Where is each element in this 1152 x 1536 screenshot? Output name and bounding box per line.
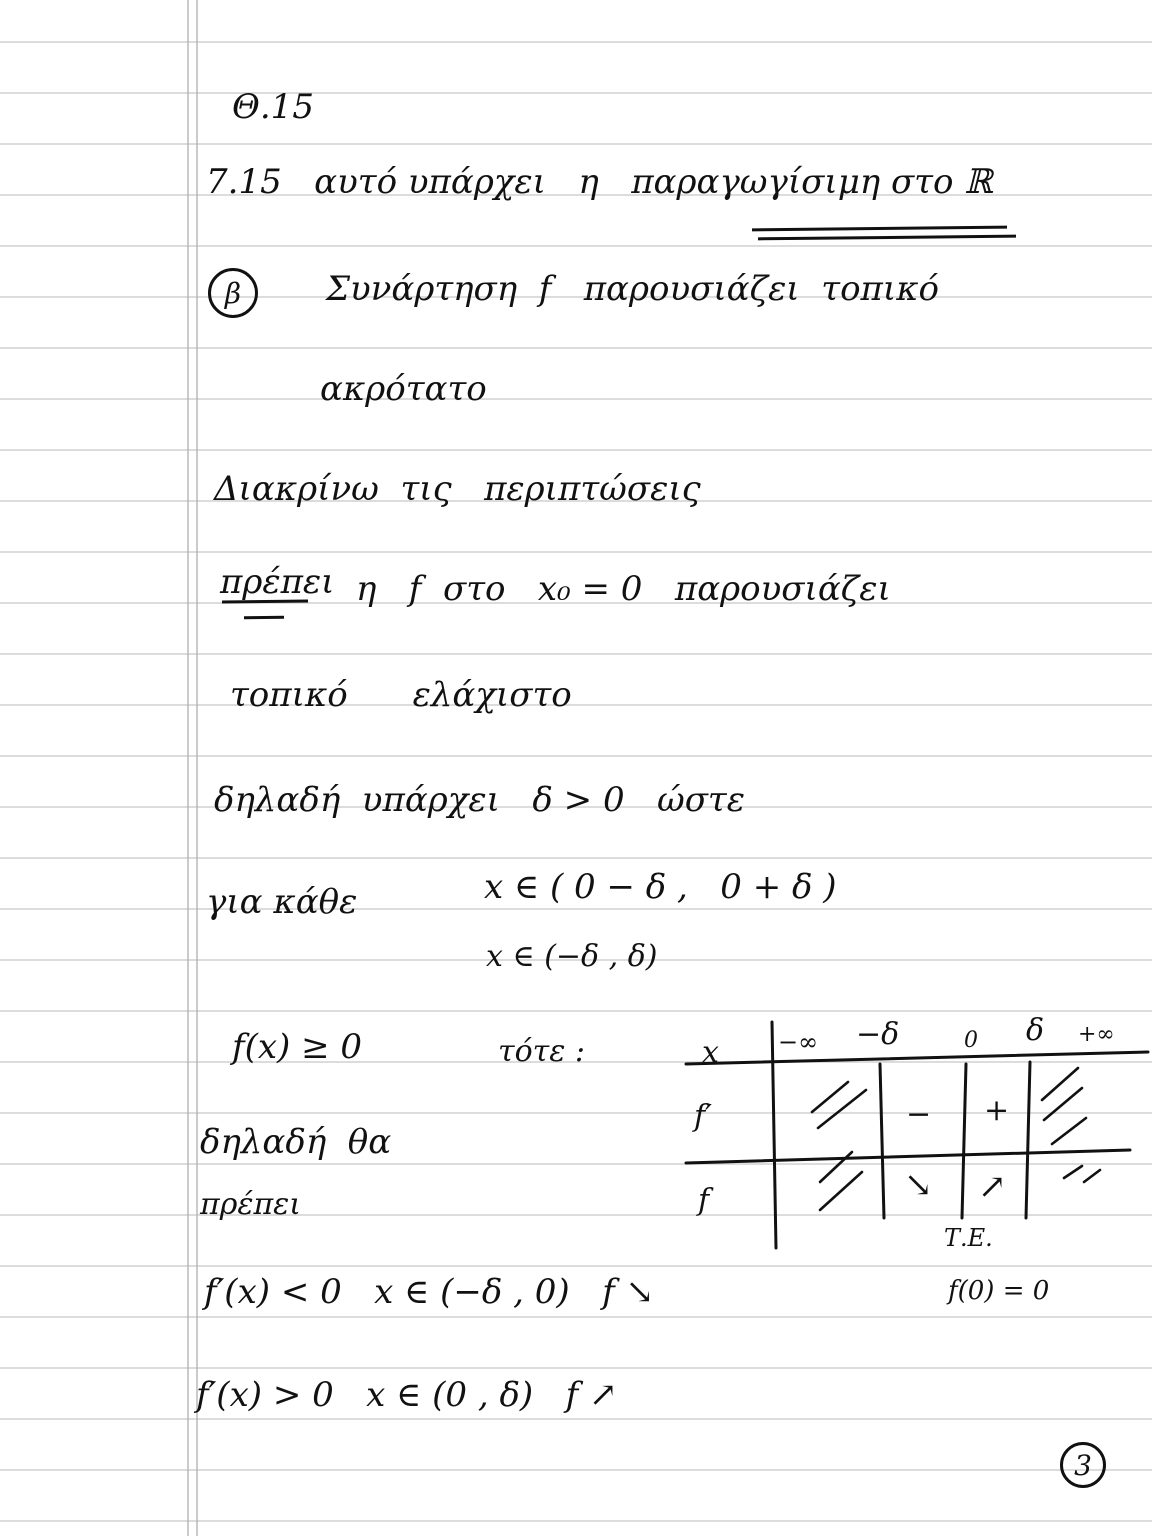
table-column-line-3: [962, 1064, 966, 1218]
table-x-point-5: +∞: [1078, 1022, 1115, 1047]
table-middle-rule: [686, 1150, 1130, 1163]
table-label-fprime: f′: [694, 1099, 712, 1134]
line-5-word: πρέπει: [220, 562, 335, 602]
line-5: η f στο x₀ = 0 παρουσιάζει: [356, 569, 891, 609]
line-1: 7.15 αυτό υπάρχει η παραγωγίσιμη στο ℝ: [206, 162, 993, 202]
table-column-line-4: [1026, 1062, 1030, 1218]
line-12: πρέπει: [200, 1187, 302, 1222]
line-10-a: f(x) ≥ 0: [232, 1027, 363, 1067]
table-label-f: f: [698, 1183, 710, 1218]
item-marker-letter: β: [224, 276, 242, 310]
line-9: x ∈ (−δ , δ): [486, 939, 658, 974]
table-x-point-2: −δ: [856, 1017, 900, 1052]
value-note: f(0) = 0: [948, 1276, 1050, 1306]
table-header-rule: [686, 1052, 1148, 1064]
line-7: δηλαδή υπάρχει δ > 0 ώστε: [214, 780, 745, 820]
line-14: f′(x) > 0 x ∈ (0 , δ) f ↗: [196, 1375, 618, 1415]
table-fprime-sign-negative: −: [906, 1097, 932, 1132]
table-x-point-3: 0: [964, 1028, 978, 1053]
line-2: Συνάρτηση f παρουσιάζει τοπικό: [326, 269, 939, 309]
line-6: τοπικό ελάχιστο: [230, 675, 572, 715]
table-label-x: x: [702, 1035, 719, 1070]
line-11: δηλαδή θα: [200, 1122, 392, 1162]
decreasing-arrow-icon: ↘: [904, 1165, 933, 1205]
line-10-b: τότε :: [498, 1034, 585, 1069]
line-8-b: x ∈ ( 0 − δ , 0 + δ ): [484, 867, 837, 907]
table-column-line-1: [772, 1022, 776, 1248]
table-column-line-2: [880, 1064, 884, 1218]
increasing-arrow-icon: ↗: [978, 1167, 1007, 1207]
line-8-a: για κάθε: [206, 882, 358, 922]
hatching-left: [812, 1082, 866, 1210]
line-3: ακρότατο: [320, 369, 487, 409]
header-label: Θ.15: [232, 87, 314, 127]
hatching-right: [1042, 1068, 1100, 1182]
page-number-text: 3: [1074, 1448, 1092, 1482]
extremum-label: Τ.Ε.: [944, 1224, 993, 1252]
table-fprime-sign-positive: +: [984, 1093, 1010, 1128]
table-x-point-4: δ: [1026, 1013, 1045, 1048]
line-13: f′(x) < 0 x ∈ (−δ , 0) f ↘: [204, 1272, 654, 1312]
table-x-point-1: −∞: [778, 1028, 819, 1056]
line-4: Διακρίνω τις περιπτώσεις: [214, 469, 701, 509]
page-number: [1060, 1442, 1106, 1488]
